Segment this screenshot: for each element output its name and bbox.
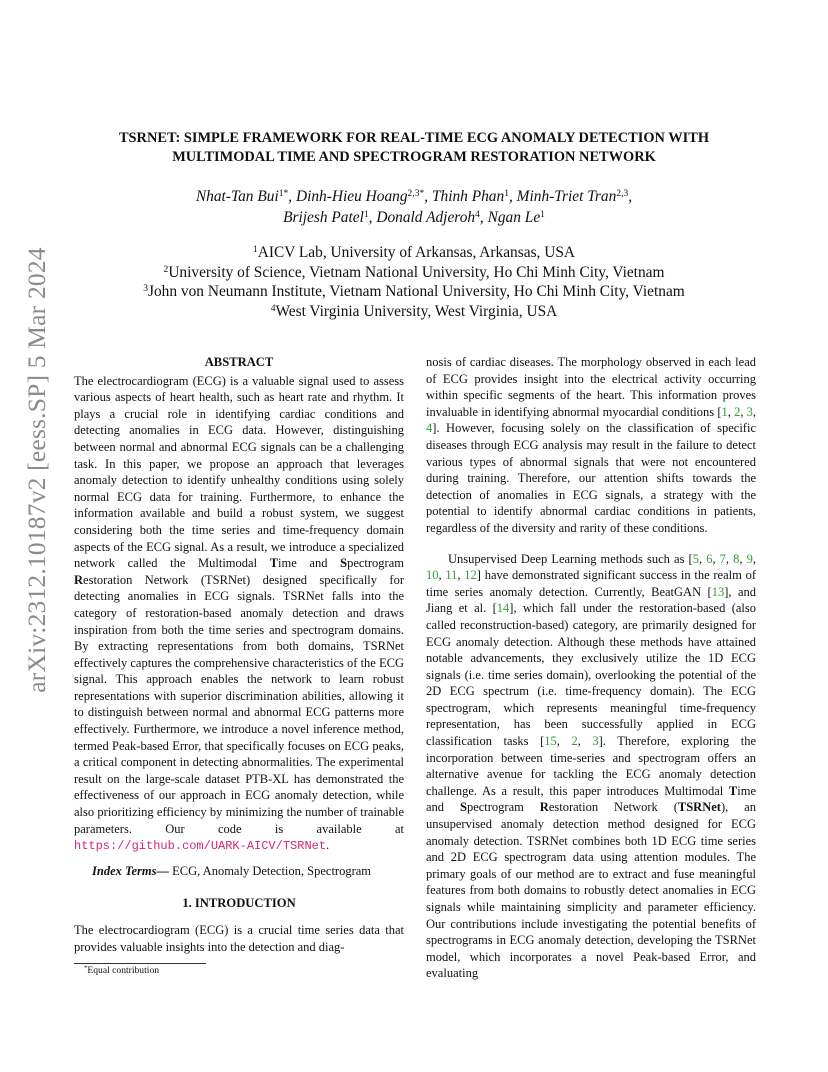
intro-text: nosis of cardiac diseases. The morphology observed in each lead of ECG provides insight into the electrical activity occurring within specific segments of the heart. This information proves invaluable in identifying abnormal myocardial conditions [ xyxy=(426,355,756,419)
author-affil-mark: 1 xyxy=(540,208,545,220)
model-name-bold: TSRNet xyxy=(677,800,721,815)
abstract-text: . xyxy=(326,838,330,853)
intro-text: ], which fall under the restoration-based (also called reconstruction-based) category, are primarily designed for ECG anomaly detection. Although these methods have attained notable advancements, they exclusively utilize the 1D ECG signals (i.e. time series domain), overlooking the potential of the 2D ECG spectrum (i.e. time-frequency domain). The ECG spectrogram, which represents meaningful time-frequency representation, has been successfully applied in ECG classification tasks [ xyxy=(426,601,756,749)
affiliation-text: University of Science, Vietnam National University, Ho Chi Minh City, Vietnam xyxy=(168,263,665,281)
citation-link[interactable]: 2 xyxy=(734,404,741,419)
intro-text: ), an unsupervised anomaly detection method designed for ECG anomaly detection. TSRNet combines both 1D ECG time series and 2D ECG spectrogram data using attention modules. The primary goals of our method are to extract and fuse meaningful features from both domains to robustly detect anomalies in ECG signals while maintaining simplicity and parameter efficiency. Our contributions include investigating the potential benefits of spectrograms in ECG anomaly detection, developing the TSRNet model, which incorporates a novel Peak-based Error, and evaluating xyxy=(426,800,756,981)
abstract-text: pectrogram xyxy=(347,556,404,571)
author-affil-mark: 2,3* xyxy=(407,187,425,199)
code-repository-link[interactable]: https://github.com/UARK-AICV/TSRNet xyxy=(74,839,327,854)
intro-text: Unsupervised Deep Learning methods such as [ xyxy=(448,551,693,566)
abstract-body xyxy=(74,373,404,855)
introduction-heading: 1. INTRODUCTION xyxy=(182,896,296,911)
author-name: Donald Adjeroh xyxy=(376,209,476,226)
affiliation-4 xyxy=(60,302,768,322)
footnote-text: Equal contribution xyxy=(87,965,160,976)
footnote xyxy=(84,965,159,977)
author-affil-mark: 4 xyxy=(475,208,480,220)
citation-link[interactable]: 15 xyxy=(544,734,557,749)
left-column xyxy=(74,354,404,955)
author-name: Ngan Le xyxy=(487,209,541,226)
authors-line-1: Nhat-Tan Bui$^{1*}$, Dinh-Hieu Hoang$^{2,3*}$, Thinh Phan$^1$, Minh-Triet Tran$^{2,3}$, xyxy=(195,187,633,205)
citation-link[interactable]: 2 xyxy=(571,734,578,749)
author-affil-mark: 1 xyxy=(363,208,369,220)
citation-link[interactable]: 9 xyxy=(746,551,753,566)
affiliation-1 xyxy=(60,243,768,263)
citation-link[interactable]: 4 xyxy=(426,421,433,436)
abstract-heading: ABSTRACT xyxy=(204,355,274,369)
intro-text: ], and Jiang et al. [ xyxy=(426,584,757,616)
introduction-body-start: The electrocardiogram (ECG) is a crucial time series data that provides valuable insights into the detection and diag- xyxy=(74,923,404,954)
citation-link[interactable]: 10 xyxy=(426,568,439,583)
arxiv-identifier: arXiv:2312.10187v2 [eess.SP] 5 Mar 2024 xyxy=(22,247,51,693)
citation-link[interactable]: 14 xyxy=(496,601,510,616)
author-name: Dinh-Hieu Hoang xyxy=(295,188,408,205)
intro-text: ime and xyxy=(426,783,756,815)
affiliation-text: John von Neumann Institute, Vietnam National University, Ho Chi Minh City, Vietnam xyxy=(147,283,685,300)
abstract-bold-letter: S xyxy=(340,556,348,571)
title-line-2: MULTIMODAL TIME AND SPECTROGRAM RESTORATION NETWORK xyxy=(172,149,656,165)
intro-text: ] have demonstrated significant success in the realm of time series anomaly detection. Currently, BeatGAN [ xyxy=(426,568,756,599)
intro-bold-letter: T xyxy=(728,783,738,798)
abstract-text: The electrocardiogram (ECG) is a valuable signal used to assess various aspects of heart health, such as heart rate and rhythm. It plays a crucial role in identifying cardiac conditions and detecting anomalies in ECG data. However, distinguishing between normal and abnormal ECG signals can be a challenging task. In this paper, we propose an approach that leverages anomaly detection to identify unhealthy conditions using solely normal ECG data for training. Furthermore, to enhance the information available and build a robust system, we suggest considering both the time series and time-frequency domain aspects of the ECG signal. As a result, we introduce a specialized network called the Multimodal xyxy=(74,373,404,571)
abstract-text: ime and xyxy=(278,556,341,571)
citation-link[interactable]: 8 xyxy=(733,551,740,566)
index-terms xyxy=(74,863,404,880)
intro-text: ]. However, focusing solely on the classification of specific diseases through ECG analysis may result in the failure to detect various types of abnormal signals that were not encountered during training. Therefore, our attention shifts towards the detection of anomalies in ECG signals, a strategy with the potential to identify abnormal cardiac conditions in patients, regardless of the diversity and rarity of these conditions. xyxy=(426,421,756,535)
paper-title xyxy=(60,129,768,167)
footnote-divider xyxy=(74,963,206,964)
arxiv-sidebar xyxy=(22,247,52,693)
intro-bold-letter: S xyxy=(459,800,467,815)
author-list xyxy=(60,186,768,228)
affiliation-2 xyxy=(60,263,768,283)
index-terms-label: Index Terms— xyxy=(92,863,169,878)
abstract-bold-letter: T xyxy=(269,556,279,571)
introduction-paragraph-1: nosis of cardiac diseases. The morphology observed in each lead of ECG provides insight into the electrical activity occurring within specific segments of the heart. This information proves invaluable in identifying abnormal myocardial conditions [1, 2, 3, 4]. However, focusing solely on the classification of specific diseases through ECG analysis may result in the failure to detect various types of abnormal signals that were not encountered during training. Therefore, our attention shifts towards the detection of anomalies in ECG signals, a strategy with the potential to identify abnormal cardiac conditions in patients, regardless of the diversity and rarity of these conditions. xyxy=(426,355,757,535)
author-name: Thinh Phan xyxy=(431,188,505,205)
citation-link[interactable]: 13 xyxy=(711,584,725,599)
abstract-bold-letter: R xyxy=(74,572,84,587)
citation-link[interactable]: 11 xyxy=(445,568,458,583)
intro-text: estoration Network ( xyxy=(548,800,678,815)
introduction-paragraph-2: Unsupervised Deep Learning methods such as [5, 6, 7, 8, 9, 10, 11, 12] have demonstrated significant success in the realm of time series anomaly detection. Currently, BeatGAN [13], and Jiang et al. [14], which fall under the restoration-based (also called reconstruction-based) category, are primarily designed for ECG anomaly detection. Although these methods have attained notable advancements, they exclusively utilize the 1D ECG signals (i.e. time series domain), overlooking the potential of the 2D ECG spectrum (i.e. time-frequency domain). The ECG spectrogram, which represents meaningful time-frequency representation, has been successfully applied in ECG classification tasks [15, 2, 3]. Therefore, exploring the incorporation between time-series and spectrogram offers an alternative avenue for tackling the ECG anomaly detection challenge. As a result, this paper introduces Multimodal Time and Spectrogram Restoration Network (TSRNet), an unsupervised anomaly detection method designed for ECG anomaly detection. TSRNet combines both 1D ECG time series and 2D ECG spectrogram data using attention modules. The primary goals of our method are to extract and fuse meaningful features from both domains to robustly detect anomalies in ECG signals while maintaining simplicity and parameter efficiency. Our contributions include investigating the potential benefits of spectrograms in ECG anomaly detection, developing the TSRNet model, which incorporates a novel Peak-based Error, and evaluating xyxy=(426,551,757,981)
intro-text: pectrogram xyxy=(466,800,540,815)
right-column xyxy=(426,354,756,982)
affiliation-mark: 3 xyxy=(143,282,148,294)
citation-link[interactable]: 7 xyxy=(719,551,726,566)
citation-link[interactable]: 1 xyxy=(721,404,728,419)
citation-link[interactable]: 12 xyxy=(464,568,477,583)
author-name: Nhat-Tan Bui xyxy=(195,188,279,205)
citation-link[interactable]: 5 xyxy=(692,551,699,566)
affiliation-mark: 1 xyxy=(252,243,258,255)
affiliation-mark: 2 xyxy=(163,263,169,275)
index-terms-text: ECG, Anomaly Detection, Spectrogram xyxy=(168,863,372,878)
intro-text: ]. Therefore, exploring the incorporation between time-series and spectrogram offers an alternative avenue for tackling the ECG anomaly detection challenge. As a result, this paper introduces Multimodal xyxy=(426,734,756,798)
author-name: Brijesh Patel xyxy=(283,209,364,226)
abstract-text: estoration Network (TSRNet) designed specifically for detecting anomalies in ECG signals. TSRNet falls into the category of restoration-based anomaly detection and draws inspiration from both the time series and spectrogram domains. By extracting representations from both domains, TSRNet effectively captures the comprehensive characteristics of the ECG signal. This approach enables the network to learn robust representations with superior discrimination abilities, allowing it to distinguish between normal and abnormal ECG patterns more effectively. Furthermore, we introduce a novel inference method, termed Peak-based Error, that specifically focuses on ECG peaks, a critical component in detecting abnormalities. The experimental result on the large-scale dataset PTB-XL has demonstrated the effectiveness of our approach in ECG anomaly detection, while also prioritizing efficiency by minimizing the number of trainable parameters. Our code is available at xyxy=(74,572,404,836)
author-name: Minh-Triet Tran xyxy=(516,188,617,205)
author-affil-mark: 2,3 xyxy=(616,187,629,199)
author-affil-mark: 1* xyxy=(278,187,289,199)
footnote-mark: * xyxy=(84,964,88,972)
affiliation-3 xyxy=(60,282,768,302)
intro-bold-letter: R xyxy=(539,800,549,815)
affiliation-text: West Virginia University, West Virginia, USA xyxy=(275,302,558,320)
citation-link[interactable]: 3 xyxy=(746,404,753,419)
title-line-1: TSRNET: SIMPLE FRAMEWORK FOR REAL-TIME ECG ANOMALY DETECTION WITH xyxy=(118,130,710,146)
affiliation-text: AICV Lab, University of Arkansas, Arkansas, USA xyxy=(257,244,576,261)
affiliation-mark: 4 xyxy=(270,302,276,314)
author-affil-mark: 1 xyxy=(504,187,509,199)
citation-link[interactable]: 6 xyxy=(706,551,713,566)
authors-line-2: Brijesh Patel$^1$, Donald Adjeroh$^4$, Ngan Le$^1$ xyxy=(283,208,545,226)
citation-link[interactable]: 3 xyxy=(592,734,599,749)
affiliation-list xyxy=(60,243,768,321)
